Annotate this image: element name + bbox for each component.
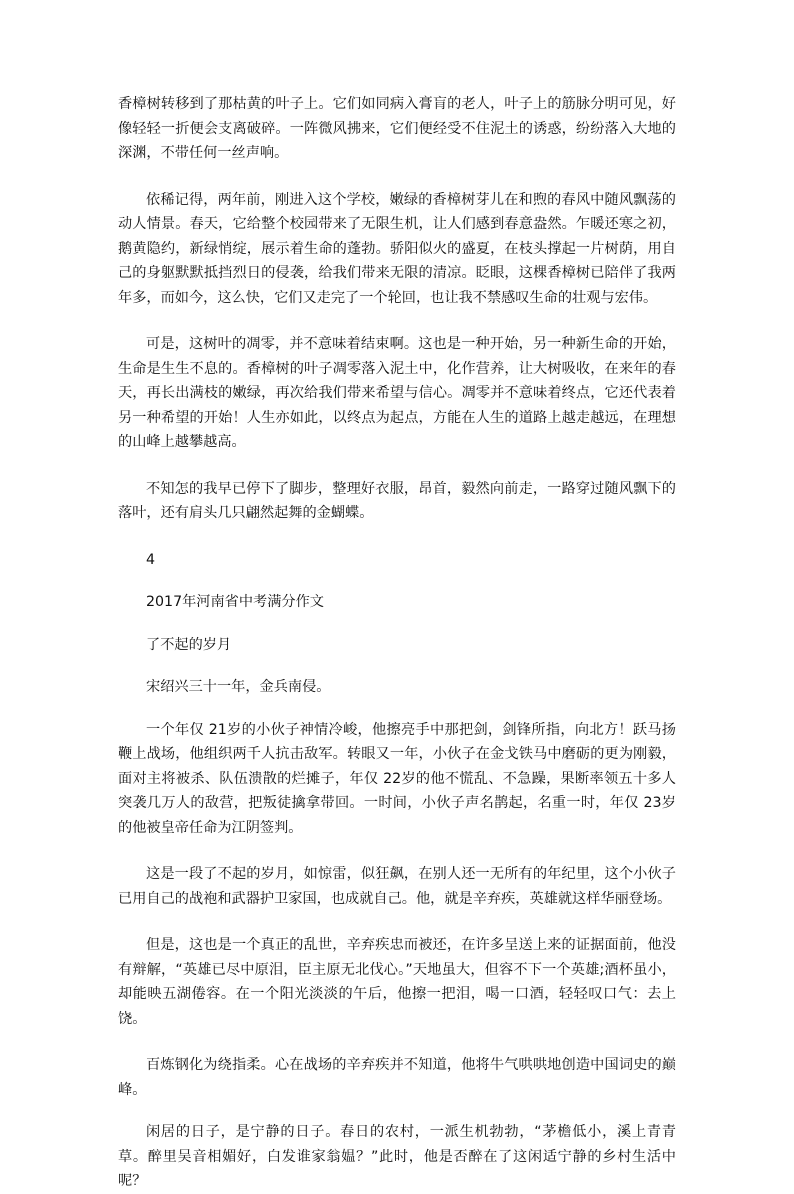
paragraph-2: 依稀记得，两年前，刚进入这个学校，嫩绿的香樟树芽儿在和煦的春风中随风飘荡的动人情景。春天，它给整个校园带来了无限生机，让人们感到春意盎然。乍暖还寒之初，鹅黄隐约，新绿悄绽，展示着生命的蓬勃。骄阳似火的盛夏，在枝头撑起一片树荫，用自己的身躯默默抵挡烈日的侵袭，给我们带来无限的清凉。眨眼，这棵香樟树已陪伴了我两年多，而如今，这么快，它们又走完了一个轮回，也让我不禁感叹生命的壮观与宏伟。 — [118, 191, 676, 306]
essay-title: 了不起的岁月 — [146, 636, 232, 653]
paragraph-5: 一个年仅 21岁的小伙子神情冷峻，他擦亮手中那把剑，剑锋所指，向北方！跃马扬鞭上战场，他组织两千人抗击敌军。转眼又一年，小伙子在金戈铁马中磨砺的更为刚毅，面对主将被杀、队伍溃散的烂摊子，年仅 22岁的他不慌乱、不急躁，果断率领五十多人突袭几万人的敌营，把叛徒擒拿带回。一时间，小伙子声名鹊起，名重一时，年仅 23岁的他被皇帝任命为江阴签判。 — [118, 721, 676, 836]
paragraph-7: 但是，这也是一个真正的乱世，辛弃疾忠而被还，在许多呈送上来的证据面前，他没有辩解，“英雄已尽中原泪，臣主原无北伐心。”天地虽大，但容不下一个英雄;酒杯虽小，却能映五湖倦容。在一个阳光淡淡的午后，他擦一把泪，喝一口酒，轻轻叹口气：去上饶。 — [118, 937, 676, 1027]
paragraph-4: 不知怎的我早已停下了脚步，整理好衣服，昂首，毅然向前走，一路穿过随风飘下的落叶，还有肩头几只翩然起舞的金蝴蝶。 — [118, 480, 676, 521]
paragraph-3: 可是，这树叶的凋零，并不意味着结束啊。这也是一种开始，另一种新生命的开始，生命是生生不息的。香樟树的叶子凋零落入泥土中，化作营养，让大树吸收，在来年的春天，再长出满枝的嫩绿，再次给我们带来希望与信心。凋零并不意味着终点，它还代表着另一种希望的开始！人生亦如此，以终点为起点，方能在人生的道路上越走越远，在理想的山峰上越攀越高。 — [118, 336, 676, 450]
paragraph-1: 香樟树转移到了那枯黄的叶子上。它们如同病入膏肓的老人，叶子上的筋脉分明可见，好像轻轻一折便会支离破碎。一阵微风拂来，它们便经受不住泥土的诱惑，纷纷落入大地的深渊，不带任何一丝声响。 — [118, 96, 676, 161]
paragraph-6: 这是一段了不起的岁月，如惊雷，似狂飙，在别人还一无所有的年纪里，这个小伙子已用自己的战袍和武器护卫家国，也成就自己。他，就是辛弃疾，英雄就这样华丽登场。 — [118, 866, 676, 907]
paragraph-opening: 宋绍兴三十一年，金兵南侵。 — [146, 679, 331, 695]
paragraph-8: 百炼钢化为绕指柔。心在战场的辛弃疾并不知道，他将牛气哄哄地创造中国词史的巅峰。 — [118, 1057, 676, 1098]
essay-source: 2017年河南省中考满分作文 — [146, 594, 324, 610]
paragraph-9: 闲居的日子，是宁静的日子。春日的农村，一派生机勃勃，“茅檐低小，溪上青青草。醉里吴音相媚好，白发谁家翁媪？”此时，他是否醉在了这闲适宁静的乡村生活中呢？ — [118, 1124, 676, 1189]
section-number: 4 — [146, 551, 156, 568]
